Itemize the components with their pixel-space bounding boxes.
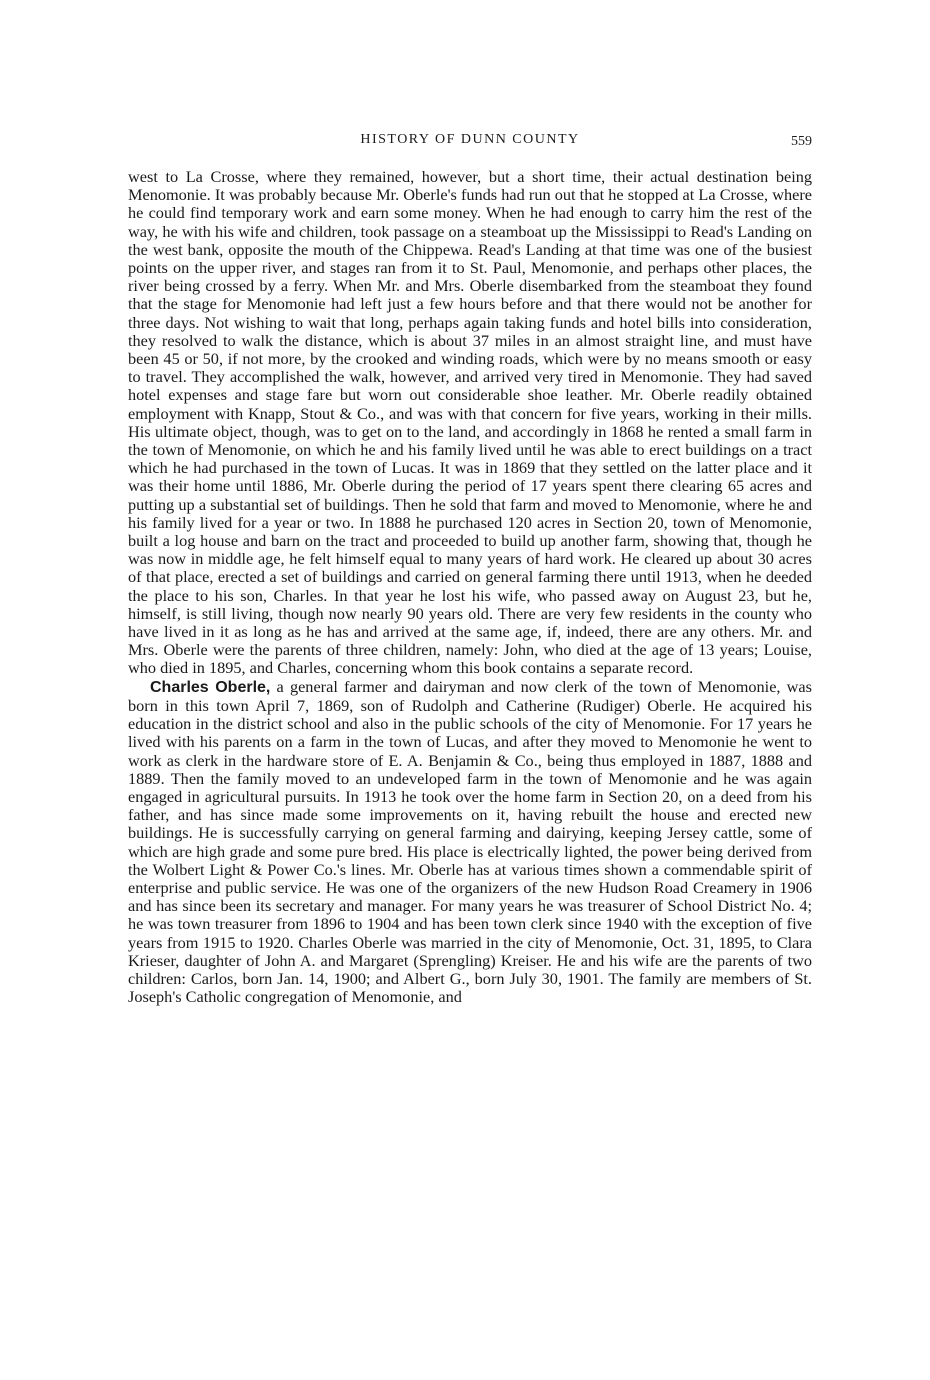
entry-name: Charles Oberle,: [150, 678, 271, 696]
page-header: [128, 132, 812, 154]
paragraph-entry-charles-oberle: [128, 678, 812, 1007]
body-text: [128, 168, 812, 1006]
entry-text: a general farmer and dairyman and now clerk of the town of Menomonie, was born in this town April 7, 1869, son of Rudolph and Catherine (Rudiger) Oberle. He acquired his education in the district school and also in the public schools of the city of Menomonie. For 17 years he lived with his parents on a farm in the town of Lucas, and after they moved to Menomonie he went to work as clerk in the hardware store of E. A. Benjamin & Co., being thus employed in 1887, 1888 and 1889. Then the family moved to an undeveloped farm in the town of Menomonie and he was again engaged in agricultural pursuits. In 1913 he took over the home farm in Section 20, on a deed from his father, and has since made some improvements on it, having rebuilt the house and erected new buildings. He is successfully carrying on general farming and dairying, keeping Jersey cattle, some of which are high grade and some pure bred. His place is electrically lighted, the power being derived from the Wolbert Light & Power Co.'s lines. Mr. Oberle has at various times shown a commendable spirit of enterprise and public service. He was one of the organizers of the new Hudson Road Creamery in 1906 and has since been its secretary and manager. For many years he was treasurer of School District No. 4; he was town treasurer from 1896 to 1904 and has been town clerk since 1940 with the exception of five years from 1915 to 1920. Charles Oberle was married in the city of Menomonie, Oct. 31, 1895, to Clara Krieser, daughter of John A. and Margaret (Sprengling) Kreiser. He and his wife are the parents of two children: Carlos, born Jan. 14, 1900; and Albert G., born July 30, 1901. The family are members of St. Joseph's Catholic congregation of Menomonie, and: [128, 676, 812, 1007]
running-title: HISTORY OF DUNN COUNTY: [360, 132, 580, 147]
page-number: 559: [791, 134, 812, 149]
paragraph-continued: west to La Crosse, where they remained, however, but a short time, their actual destination being Menomonie. It was probably because Mr. Oberle's funds had run out that he stopped at La Crosse, where he could find temporary work and earn some money. When he had enough to carry him the rest of the way, he with his wife and children, took passage on a steamboat up the Mississippi to Read's Landing on the west bank, opposite the mouth of the Chippewa. Read's Landing at that time was one of the busiest points on the upper river, and stages ran from it to St. Paul, Menomonie, and perhaps other places, the river being crossed by a ferry. When Mr. and Mrs. Oberle disembarked from the steamboat they found that the stage for Menomonie had left just a few hours before and that there would not be another for three days. Not wishing to wait that long, perhaps again taking funds and hotel bills into consideration, they resolved to walk the distance, which is about 37 miles in an almost straight line, and must have been 45 or 50, if not more, by the crooked and winding roads, which were by no means smooth or easy to travel. They accomplished the walk, however, and arrived very tired in Menomonie. They had saved hotel expenses and stage fare but worn out considerable shoe leather. Mr. Oberle readily obtained employment with Knapp, Stout & Co., and was with that concern for five years, working in their mills. His ultimate object, though, was to get on to the land, and accordingly in 1868 he rented a small farm in the town of Menomonie, on which he and his family lived until he was able to erect buildings on a tract which he had purchased in the town of Lucas. It was in 1869 that they settled on the latter place and it was their home until 1886, Mr. Oberle during the period of 17 years spent there clearing 65 acres and putting up a substantial set of buildings. Then he sold that farm and moved to Menomonie, where he and his family lived for a year or two. In 1888 he purchased 120 acres in Section 20, town of Menomonie, built a log house and barn on the tract and proceeded to build up another farm, showing that, though he was now in middle age, he felt himself equal to many years of hard work. He cleared up about 30 acres of that place, erected a set of buildings and carried on general farming there until 1913, when he deeded the place to his son, Charles. In that year he lost his wife, who passed away on August 23, but he, himself, is still living, though now nearly 90 years old. There are very few residents in the county who have lived in it as long as he has and arrived at the same age, if, indeed, there are any others. Mr. and Mrs. Oberle were the parents of three children, namely: John, who died at the age of 13 years; Louise, who died in 1895, and Charles, concerning whom this book contains a separate record.: [128, 167, 812, 678]
